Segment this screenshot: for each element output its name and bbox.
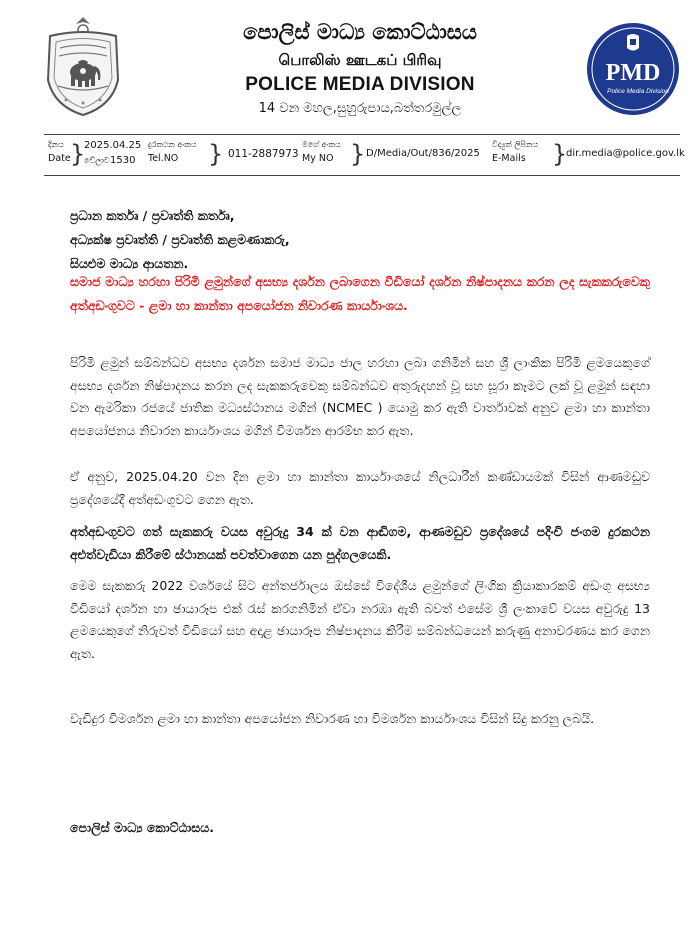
date-label-en: Date [48,153,71,164]
signoff: පොලිස් මාධ්‍ය කොට්ඨාසය. [70,820,214,835]
tel-value: 011-2887973 [228,148,299,160]
time-label: වේලාව [84,156,110,165]
email-value: dir.media@police.gov.lk [566,148,685,159]
date-label-si: දිනය [48,140,64,149]
myno-label-en: My NO [302,153,334,164]
brace-icon: } [552,140,568,168]
title-tamil: பொலிஸ் ஊடகப் பிரிவு [278,51,442,69]
pmd-logo-subtext: Police Media Division [607,88,669,95]
recipient-line: සියළුම මාධ්‍ය ආයතන. [70,256,189,271]
recipient-line: ප්‍රධාන කර්තෘ / ප්‍රවෘත්ති කර්තෘ, [70,208,235,223]
brace-icon: } [70,140,86,168]
police-emblem-icon [42,14,124,118]
brace-icon: } [208,140,224,168]
body-paragraph: ඒ අනුව, 2025.04.20 වන දින ළමා හා කාන්තා කාර්යාංශයේ නිලධාරීන් කණ්ඩායමක් විසින් ආණමඩුව ප්‍රදේශයේදී අත්අඩංගුවට ගෙන ඇත. [70,469,650,507]
body-paragraph: පිරිමි ළමුන් සම්බන්ධව අසභ්‍ය දර්ශන සමාජ මාධ්‍ය ජාල හරහා ලබා ගනිමින් සහ ශ්‍රී ලාංකික පිරිමි ළමයෙකුගේ අසභ්‍ය දර්ශන නිෂ්පාදනය කරන ලද සැකකරුවෙකු සම්බන්ධව අතුරුදහන් වූ සහ සූරා කෑමට ලක් වූ ළමුන් සඳහා වන ඇමරිකා රජයේ ජාතික මධ්‍යස්ථානය මගින් (NCMEC ) යොමු කර ඇති වාර්තාවක් අනුව ළමා හා කාන්තා අපයෝජනය නිවාරන කාර්යාංශය මගින් විමර්ශන ආරම්භ කර ඇත. [70,355,650,438]
recipient-block [70,204,650,276]
recipient-line: අධ්‍යක්ෂ ප්‍රවෘත්ති / ප්‍රවෘත්ති කළමණාකරු, [70,232,290,247]
brace-icon: } [350,140,366,168]
body-paragraph: මෙම සැකකරු 2022 වර්ශයේ සිට අන්තර්ජාලය ඔස්සේ විදේශීය ළමුන්ගේ ලිංගික ක්‍රියාකාරකම් අඩංගු අසභ්‍ය වීඩියෝ දර්ශන හා ඡායාරූප එක් රැස් කරගනිමින් ඒවා නරඹා ඇති බවත් එසේම ශ්‍රී ලංකාවේ වයස අවුරුදු 13 ළමයෙකුගේ නිරුවත් වීඩියෝ සහ අදාළ ඡායාරූප නිෂ්පාදනය කිරීම සම්බන්ධයෙන් කරුණු අනාවරණය කර ගෙන ඇත. [70,578,650,661]
tel-label-en: Tel.NO [148,153,179,164]
myno-label-si: මගේ අංකය [302,140,341,149]
pmd-logo [586,22,680,116]
date-value: 2025.04.25 [84,140,142,151]
police-crest-icon [627,34,639,51]
office-address: 14 වන මහල,සුහුරුපාය,බත්තරමුල්ල [258,101,462,116]
title-sinhala: පොලිස් මාධ්‍ය කොට්ඨාසය [243,19,477,44]
title-english: POLICE MEDIA DIVISION [245,74,475,95]
email-label-en: E-Mails [492,153,526,164]
reference-strip [44,134,685,176]
body-paragraph: වැඩිදුර විමර්ශන ළමා හා කාන්තා අපයෝජන නිවාරණ හා විමර්ශන කාර්යාංශය විසින් සිදු කරනු ලබයි. [70,711,595,726]
subject-heading: සමාජ මාධ්‍ය හරහා පිරිමි ළමුන්ගේ අසභ්‍ය දර්ශන ලබාගෙන වීඩියෝ දර්ශන නිෂ්පාදනය කරන ලද සැකකරුවෙකු අත්අඩංගුවට - ළමා හා කාන්තා අපයෝජන නිවාරණ කාර්යාංශය. [70,274,650,313]
letterhead [140,18,580,119]
email-label-si: විද්‍යුත් ලිපිනය [492,140,539,149]
tel-label-si: දුරකථන අංකය [148,140,197,149]
body-paragraph: අත්අඩංගුවට ගත් සැකකරු වයස අවුරුදු 34 ක් වන ආඬිගම, ආණමඩුව ප්‍රදේශයේ පදිංචි ජංගම දුරකථන අළුත්වැඩියා කිරීමේ ස්ථානයක් පවත්වාගෙන යන පුද්ගලයෙකි. [70,524,650,562]
pmd-logo-text: PMD [605,60,661,86]
time-value: 1530 [110,155,136,166]
myno-value: D/Media/Out/836/2025 [366,148,480,159]
